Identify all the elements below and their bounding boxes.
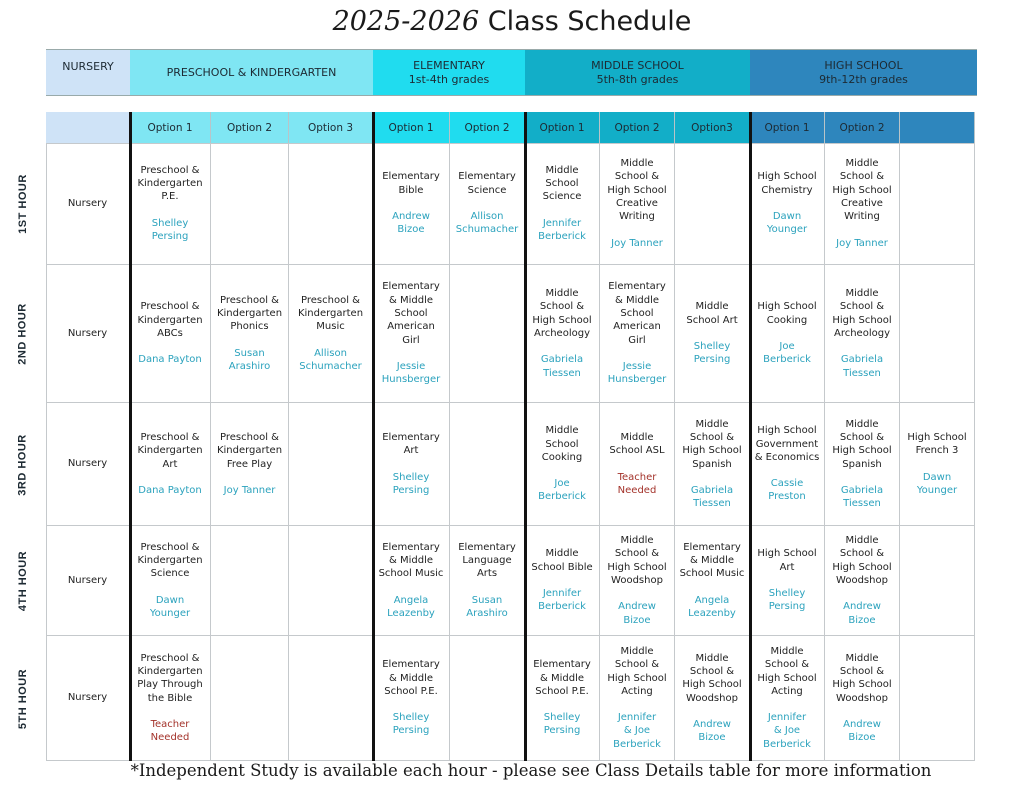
option-header-5: Option 2 [450, 112, 525, 143]
teacher-name: Dana Payton [138, 484, 202, 496]
course-name: Middle School & High School Archeology [532, 288, 592, 339]
course-name: Preschool & Kindergarten Phonics [216, 294, 283, 333]
division-name: HIGH SCHOOL [824, 58, 903, 72]
class-cell [750, 636, 825, 761]
class-cell [750, 403, 825, 526]
class-cell [289, 143, 373, 265]
division-separator [524, 112, 527, 761]
class-cell [373, 403, 450, 526]
class-cell [825, 265, 900, 403]
division-header-2 [373, 49, 525, 96]
teacher-name: Allison Schumacher [455, 211, 519, 236]
hour-label [0, 143, 46, 265]
course-name: High School French 3 [907, 431, 967, 457]
class-cell [525, 403, 600, 526]
course-name: Elementary Language Arts [458, 541, 516, 580]
teacher-name: Andrew Bizoe [618, 601, 656, 626]
class-cell [825, 143, 900, 265]
class-cell [289, 526, 373, 636]
division-grades: 1st-4th grades [408, 72, 490, 86]
teacher-name: Joy Tanner [836, 237, 888, 249]
class-cell [900, 403, 975, 526]
course-name: Middle School Art [686, 301, 738, 326]
class-cell [450, 526, 525, 636]
nursery-cell [46, 403, 130, 526]
course-name: Middle School & High School Woodshop [832, 652, 892, 704]
course-name: Elementary & Middle School P.E. [382, 659, 440, 697]
option-header-6: Option 1 [525, 112, 600, 143]
course-name: Middle School ASL [609, 431, 665, 457]
hour-label [0, 403, 46, 526]
option-header-0 [46, 112, 130, 143]
division-separator [372, 112, 375, 761]
teacher-name: Andrew Bizoe [693, 718, 731, 744]
hour-label-text: 2ND HOUR [17, 303, 30, 365]
course-name: Middle School & High School Creative Writing [607, 158, 667, 223]
course-name: Nursery [67, 458, 108, 470]
teacher-name: Shelley Persing [693, 341, 731, 366]
class-cell [900, 265, 975, 403]
course-name: Middle School & High School Creative Writing [832, 158, 892, 223]
division-separator [129, 112, 132, 761]
teacher-name: Shelley Persing [768, 588, 806, 613]
class-cell [130, 265, 211, 403]
teacher-name: Dawn Younger [766, 211, 808, 236]
course-name: Preschool & Kindergarten Science [137, 541, 203, 580]
course-name: Middle School & High School Archeology [832, 288, 892, 339]
course-name: High School Government & Economics [754, 425, 820, 463]
hour-label-text: 5TH HOUR [17, 668, 30, 729]
nursery-cell [46, 526, 130, 636]
class-cell [373, 636, 450, 761]
class-cell [525, 143, 600, 265]
teacher-name: Teacher Needed [617, 471, 657, 496]
course-name: Elementary Bible [382, 171, 440, 196]
course-name: Middle School & High School Spanish [832, 418, 892, 470]
course-name: Elementary Art [382, 431, 440, 457]
option-header-8: Option3 [675, 112, 750, 143]
option-header-4: Option 1 [373, 112, 450, 143]
class-cell [675, 526, 750, 636]
option-header-2: Option 2 [211, 112, 289, 143]
teacher-name: Andrew Bizoe [843, 718, 881, 744]
teacher-name: Cassie Preston [768, 478, 806, 503]
page-title [0, 6, 1024, 37]
teacher-name: Dana Payton [138, 354, 202, 366]
nursery-cell [46, 143, 130, 265]
course-name: Elementary & Middle School Music [378, 541, 444, 580]
class-cell [450, 636, 525, 761]
class-cell [600, 526, 675, 636]
teacher-name: Andrew Bizoe [843, 601, 881, 626]
course-name: Preschool & Kindergarten Free Play [216, 431, 283, 470]
teacher-name: Gabriela Tiessen [840, 484, 884, 510]
course-name: Elementary & Middle School Music [679, 541, 745, 580]
division-grades: 5th-8th grades [596, 72, 679, 86]
option-header-3: Option 3 [289, 112, 373, 143]
course-name: Middle School Cooking [541, 425, 583, 463]
class-cell [600, 403, 675, 526]
class-cell [825, 403, 900, 526]
course-name: High School Art [757, 548, 817, 573]
teacher-name: Gabriela Tiessen [540, 354, 584, 379]
teacher-name: Jennifer & Joe Berberick [613, 712, 661, 750]
class-cell [675, 143, 750, 265]
division-name: ELEMENTARY [413, 58, 485, 72]
title-year: 2025-2026 [332, 6, 480, 37]
class-cell [750, 143, 825, 265]
course-name: High School Chemistry [757, 171, 817, 196]
option-header-1: Option 1 [130, 112, 211, 143]
course-name: Nursery [67, 692, 108, 704]
teacher-name: Dawn Younger [149, 594, 191, 619]
hour-label-text: 4TH HOUR [17, 550, 30, 612]
class-cell [525, 526, 600, 636]
teacher-name: Joy Tanner [223, 484, 276, 496]
course-name: Elementary & Middle School American Girl [382, 281, 440, 346]
teacher-name: Shelley Persing [392, 712, 430, 737]
course-name: Middle School & High School Spanish [682, 418, 742, 470]
class-cell [130, 403, 211, 526]
course-name: Preschool & Kindergarten ABCs [137, 301, 203, 339]
teacher-name: Gabriela Tiessen [690, 484, 734, 510]
class-cell [211, 526, 289, 636]
class-cell [900, 526, 975, 636]
teacher-name: Shelley Persing [151, 217, 189, 242]
class-cell [900, 636, 975, 761]
course-name: Preschool & Kindergarten Art [137, 431, 203, 470]
class-cell [825, 526, 900, 636]
course-name: Nursery [67, 574, 108, 586]
class-cell [525, 636, 600, 761]
class-cell [450, 265, 525, 403]
teacher-name: Jennifer Berberick [538, 588, 586, 613]
course-name: Middle School & High School Acting [757, 645, 817, 697]
class-cell [900, 143, 975, 265]
hour-label [0, 636, 46, 761]
class-cell [600, 143, 675, 265]
course-name: Elementary & Middle School P.E. [533, 659, 591, 697]
teacher-name: Shelley Persing [392, 471, 430, 496]
class-cell [289, 636, 373, 761]
division-header-4 [750, 49, 977, 96]
course-name: Middle School Science [542, 164, 582, 203]
division-separator [749, 112, 752, 761]
teacher-name: Jessie Hunsberger [381, 360, 441, 386]
course-name: Preschool & Kindergarten P.E. [137, 164, 203, 203]
division-header-0 [46, 49, 130, 96]
course-name: Nursery [67, 327, 108, 339]
teacher-name: Susan Arashiro [466, 594, 508, 619]
class-cell [675, 265, 750, 403]
course-name: Middle School Bible [531, 548, 593, 573]
class-cell [130, 526, 211, 636]
hour-label-text: 3RD HOUR [17, 433, 30, 496]
class-cell [211, 143, 289, 265]
class-cell [211, 265, 289, 403]
course-name: Elementary & Middle School American Girl [608, 281, 666, 346]
course-name: Middle School & High School Acting [607, 645, 667, 697]
teacher-name: Allison Schumacher [299, 347, 362, 372]
class-cell [450, 143, 525, 265]
teacher-name: Joe Berberick [538, 478, 586, 503]
hour-label [0, 526, 46, 636]
teacher-name: Dawn Younger [916, 471, 958, 496]
class-cell [675, 636, 750, 761]
class-cell [373, 143, 450, 265]
title-text: Class Schedule [487, 6, 692, 37]
course-name: Middle School & High School Woodshop [832, 535, 892, 586]
course-name: High School Cooking [757, 301, 817, 326]
class-cell [130, 143, 211, 265]
teacher-name: Joy Tanner [611, 237, 663, 249]
teacher-name: Jessie Hunsberger [607, 360, 667, 386]
division-name: NURSERY [62, 60, 114, 73]
course-name: Middle School & High School Woodshop [682, 652, 742, 704]
class-cell [450, 403, 525, 526]
class-cell [675, 403, 750, 526]
class-cell [750, 265, 825, 403]
teacher-name: Andrew Bizoe [392, 211, 430, 236]
option-header-9: Option 1 [750, 112, 825, 143]
division-grades: 9th-12th grades [819, 72, 908, 86]
division-name: PRESCHOOL & KINDERGARTEN [166, 65, 337, 79]
nursery-cell [46, 636, 130, 761]
hour-label [0, 265, 46, 403]
class-cell [600, 636, 675, 761]
class-cell [373, 526, 450, 636]
class-cell [825, 636, 900, 761]
teacher-name: Teacher Needed [150, 718, 190, 744]
teacher-name: Angela Leazenby [688, 594, 736, 619]
course-name: Elementary Science [458, 171, 516, 196]
footnote: *Independent Study is available each hour - please see Class Details table for more information [130, 761, 932, 780]
class-cell [525, 265, 600, 403]
teacher-name: Gabriela Tiessen [840, 354, 884, 379]
option-header-11 [900, 112, 975, 143]
teacher-name: Joe Berberick [763, 341, 811, 366]
class-cell [289, 403, 373, 526]
teacher-name: Angela Leazenby [387, 594, 435, 619]
class-cell [211, 403, 289, 526]
class-cell [289, 265, 373, 403]
course-name: Middle School & High School Woodshop [607, 535, 667, 586]
teacher-name: Jennifer & Joe Berberick [763, 712, 811, 750]
class-cell [211, 636, 289, 761]
teacher-name: Susan Arashiro [228, 347, 271, 372]
teacher-name: Shelley Persing [543, 712, 581, 737]
nursery-cell [46, 265, 130, 403]
class-cell [750, 526, 825, 636]
class-cell [373, 265, 450, 403]
course-name: Preschool & Kindergarten Music [297, 294, 364, 333]
option-header-10: Option 2 [825, 112, 900, 143]
hour-label-text: 1ST HOUR [17, 174, 29, 234]
class-cell [130, 636, 211, 761]
teacher-name: Jennifer Berberick [538, 217, 586, 242]
division-header-3 [525, 49, 750, 96]
division-name: MIDDLE SCHOOL [591, 58, 684, 72]
division-header-1 [130, 49, 373, 96]
course-name: Preschool & Kindergarten Play Through the Bible [137, 652, 203, 704]
option-header-7: Option 2 [600, 112, 675, 143]
class-cell [600, 265, 675, 403]
course-name: Nursery [67, 197, 108, 209]
